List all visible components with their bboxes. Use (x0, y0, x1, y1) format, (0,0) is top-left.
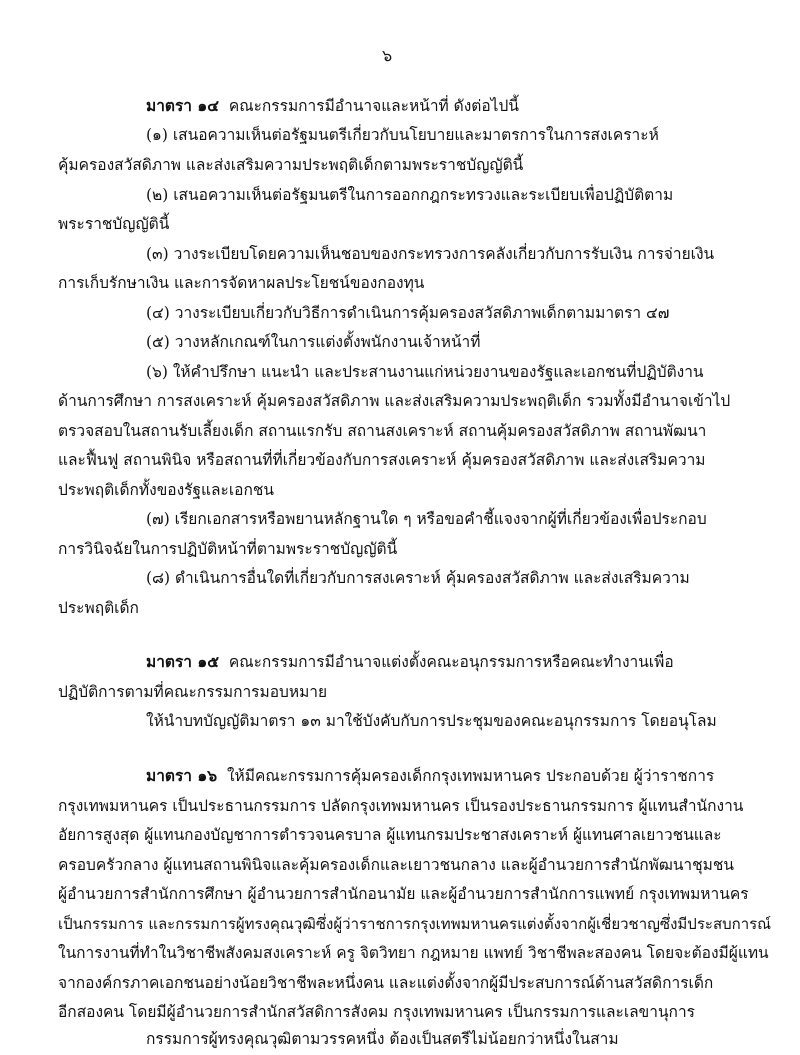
paragraph-line: ในการงานที่ทำในวิชาชีพสังคมสงเคราะห์ ครู จิตวิทยา กฎหมาย แพทย์ วิชาชีพละสองคน โดยจะต้องมีผู้แทน (58, 944, 769, 962)
page-number: ๖ (382, 46, 393, 65)
paragraph-line: กรรมการผู้ทรงคุณวุฒิตามวรรคหนึ่ง ต้องเป็นสตรีไม่น้อยกว่าหนึ่งในสาม (146, 1030, 619, 1048)
section-16-heading: มาตรา ๑๖ (146, 766, 218, 785)
paragraph-line: คณะกรรมการมีอำนาจแต่งตั้งคณะอนุกรรมการหรือคณะทำงานเพื่อ (228, 653, 674, 671)
paragraph-line: ด้านการศึกษา การสงเคราะห์ คุ้มครองสวัสดิภาพ และส่งเสริมความประพฤติเด็ก รวมทั้งมีอำนาจเข้าไป (58, 392, 731, 410)
paragraph-line: ปฏิบัติการตามที่คณะกรรมการมอบหมาย (58, 683, 328, 701)
paragraph-line: อีกสองคน โดยมีผู้อำนวยการสำนักสวัสดิการสังคม กรุงเทพมหานคร เป็นกรรมการและเลขานุการ (58, 1003, 695, 1021)
paragraph-line: ประพฤติเด็กทั้งของรัฐและเอกชน (58, 481, 274, 499)
paragraph-line: เป็นกรรมการ และกรรมการผู้ทรงคุณวุฒิซึ่งผู้ว่าราชการกรุงเทพมหานครแต่งตั้งจากผู้เชี่ยวชาญซึ่งมีประสบการณ์ (58, 915, 772, 933)
paragraph-line: (๖) ให้คำปรึกษา แนะนำ และประสานงานแก่หน่วยงานของรัฐและเอกชนที่ปฏิบัติงาน (146, 363, 704, 381)
paragraph-line: ให้นำบทบัญญัติมาตรา ๑๓ มาใช้บังคับกับการประชุมของคณะอนุกรรมการ โดยอนุโลม (146, 712, 717, 730)
paragraph-line: กรุงเทพมหานคร เป็นประธานกรรมการ ปลัดกรุงเทพมหานคร เป็นรองประธานกรรมการ ผู้แทนสำนักงาน (58, 797, 744, 815)
paragraph-line: (๓) วางระเบียบโดยความเห็นชอบของกระทรวงการคลังเกี่ยวกับการรับเงิน การจ่ายเงิน (146, 245, 715, 263)
paragraph-line: (๘) ดำเนินการอื่นใดที่เกี่ยวกับการสงเคราะห์ คุ้มครองสวัสดิภาพ และส่งเสริมความ (146, 569, 690, 587)
paragraph-line: การวินิจฉัยในการปฏิบัติหน้าที่ตามพระราชบัญญัตินี้ (58, 540, 398, 558)
paragraph-line: (๗) เรียกเอกสารหรือพยานหลักฐานใด ๆ หรือขอคำชี้แจงจากผู้ที่เกี่ยวข้องเพื่อประกอบ (146, 510, 707, 528)
paragraph-line: ครอบครัวกลาง ผู้แทนสถานพินิจและคุ้มครองเด็กและเยาวชนกลาง และผู้อำนวยการสำนักพัฒนาชุมชน (58, 856, 734, 874)
paragraph-line: (๑) เสนอความเห็นต่อรัฐมนตรีเกี่ยวกับนโยบายและมาตรการในการสงเคราะห์ (146, 126, 659, 144)
paragraph-line: พระราชบัญญัตินี้ (58, 215, 170, 233)
paragraph-line: ให้มีคณะกรรมการคุ้มครองเด็กกรุงเทพมหานคร ประกอบด้วย ผู้ว่าราชการ (226, 767, 715, 785)
paragraph-line: ตรวจสอบในสถานรับเลี้ยงเด็ก สถานแรกรับ สถานสงเคราะห์ สถานคุ้มครองสวัสดิภาพ สถานพัฒนา (58, 422, 707, 440)
paragraph-line: (๒) เสนอความเห็นต่อรัฐมนตรีในการออกกฎกระทรวงและระเบียบเพื่อปฏิบัติตาม (146, 186, 674, 204)
section-16-first-line (146, 764, 714, 788)
paragraph-line: ประพฤติเด็ก (58, 599, 139, 617)
section-14-first-line (146, 94, 519, 118)
section-14-heading: มาตรา ๑๔ (146, 96, 219, 115)
paragraph-line: คณะกรรมการมีอำนาจและหน้าที่ ดังต่อไปนี้ (228, 97, 519, 115)
paragraph-line: (๔) วางระเบียบเกี่ยวกับวิธีการดำเนินการคุ้มครองสวัสดิภาพเด็กตามมาตรา ๔๗ (146, 304, 670, 322)
paragraph-line: ผู้อำนวยการสำนักการศึกษา ผู้อำนวยการสำนักอนามัย และผู้อำนวยการสำนักการแพทย์ กรุงเทพมหานคร (58, 885, 749, 903)
paragraph-line: และฟื้นฟู สถานพินิจ หรือสถานที่ที่เกี่ยวข้องกับการสงเคราะห์ คุ้มครองสวัสดิภาพ และส่งเสริมความ (58, 451, 706, 469)
paragraph-line: การเก็บรักษาเงิน และการจัดหาผลประโยชน์ของกองทุน (58, 274, 425, 292)
paragraph-line: จากองค์กรภาคเอกชนอย่างน้อยวิชาชีพละหนึ่งคน และแต่งตั้งจากผู้มีประสบการณ์ด้านสวัสดิการเด็ก (58, 974, 714, 992)
paragraph-line: คุ้มครองสวัสดิภาพ และส่งเสริมความประพฤติเด็กตามพระราชบัญญัตินี้ (58, 156, 524, 174)
paragraph-line: (๕) วางหลักเกณฑ์ในการแต่งตั้งพนักงานเจ้าหน้าที่ (146, 333, 481, 351)
section-15-heading: มาตรา ๑๕ (146, 652, 219, 671)
paragraph-line: อัยการสูงสุด ผู้แทนกองบัญชาการตำรวจนครบาล ผู้แทนกรมประชาสงเคราะห์ ผู้แทนศาลเยาวชนและ (58, 826, 722, 844)
section-15-first-line (146, 650, 674, 674)
